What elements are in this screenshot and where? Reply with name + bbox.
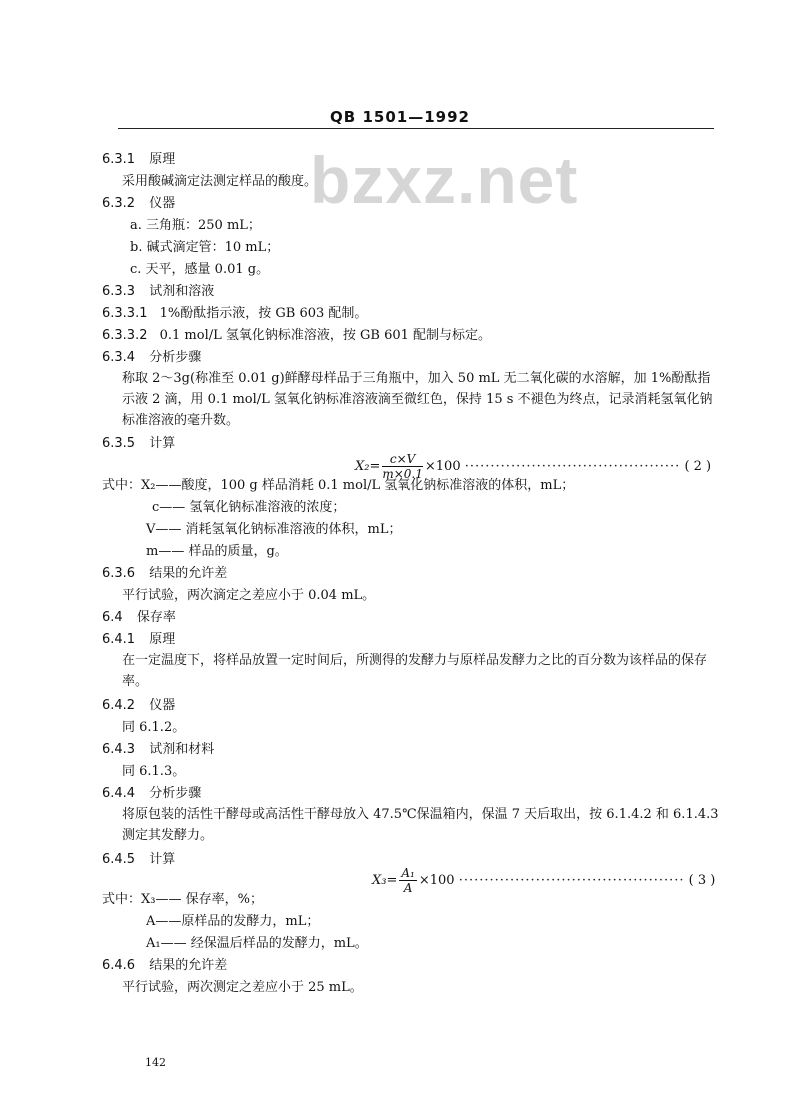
section-6-4-2-body: 同 6.1.2。	[122, 720, 186, 735]
section-6-4-3-body: 同 6.1.3。	[122, 764, 186, 779]
where-lead: 式中：X₂——酸度，100 g 样品消耗 0.1 mol/L 氢氧化钠标准溶液的体积，mL；	[102, 478, 575, 493]
formula-tail: ×100	[424, 459, 461, 474]
section-number: 6.4.1	[102, 632, 136, 647]
header-rule	[118, 128, 714, 129]
section-6-4-2-heading	[102, 694, 175, 713]
formula-3	[372, 866, 715, 895]
section-6-4-4-heading	[102, 782, 201, 801]
section-text: 0.1 mol/L 氢氧化钠标准溶液，按 GB 601 配制与标定。	[159, 328, 492, 343]
section-title: 计算	[149, 436, 176, 451]
section-6-4-heading	[102, 606, 176, 625]
section-6-3-3-2	[102, 324, 491, 343]
section-title: 原理	[149, 152, 176, 167]
section-6-3-2-heading	[102, 192, 175, 211]
section-6-3-4-heading	[102, 346, 201, 365]
section-title: 保存率	[136, 610, 176, 625]
section-number: 6.4.5	[102, 852, 136, 867]
section-6-4-6-body: 平行试验，两次测定之差应小于 25 mL。	[122, 980, 363, 995]
leader-dots: ··········································	[464, 459, 681, 474]
section-6-4-5-heading	[102, 848, 175, 867]
section-number: 6.3.3.2	[102, 328, 148, 343]
formula-lhs: X₂=	[355, 459, 381, 474]
section-number: 6.3.5	[102, 436, 136, 451]
fraction-denominator: m×0.1	[382, 467, 423, 481]
section-title: 计算	[149, 852, 176, 867]
section-number: 6.4.2	[102, 698, 136, 713]
where-item: V—— 消耗氢氧化钠标准溶液的体积，mL；	[146, 522, 402, 537]
section-number: 6.3.4	[102, 350, 136, 365]
section-6-3-6-heading	[102, 562, 227, 581]
section-title: 结果的允许差	[149, 566, 228, 581]
section-6-4-4-body: 将原包装的活性干酵母或高活性干酵母放入 47.5℃保温箱内，保温 7 天后取出，按 6.1.4.2 和 6.1.4.3测定其发酵力。	[122, 807, 719, 843]
section-title: 分析步骤	[149, 350, 202, 365]
section-number: 6.4	[102, 610, 123, 625]
section-6-3-3-1	[102, 302, 367, 321]
section-6-4-1-heading	[102, 628, 175, 647]
list-item: c. 天平，感量 0.01 g。	[130, 262, 270, 277]
standard-header: QB 1501—1992	[330, 108, 470, 126]
formula-fraction	[399, 866, 416, 895]
watermark: bzxz.net	[310, 143, 579, 217]
where-item: A——原样品的发酵力，mL；	[146, 914, 320, 929]
section-title: 仪器	[149, 196, 176, 211]
fraction-denominator: A	[403, 881, 413, 895]
section-title: 试剂和材料	[149, 742, 215, 757]
list-item: b. 碱式滴定管：10 mL；	[130, 240, 280, 255]
section-number: 6.4.4	[102, 786, 136, 801]
section-number: 6.3.2	[102, 196, 136, 211]
where-item: m—— 样品的质量，g。	[146, 544, 288, 559]
section-6-3-3-heading	[102, 280, 214, 299]
section-text: 1%酚酞指示液，按 GB 603 配制。	[159, 306, 368, 321]
fraction-numerator: A₁	[401, 866, 415, 880]
where-item: c—— 氢氧化钠标准溶液的浓度；	[152, 500, 346, 515]
formula-lhs: X₃=	[372, 873, 398, 888]
section-6-4-6-heading	[102, 954, 227, 973]
list-item: a. 三角瓶：250 mL；	[130, 218, 261, 233]
section-title: 结果的允许差	[149, 958, 228, 973]
section-6-4-3-heading	[102, 738, 214, 757]
section-number: 6.3.3	[102, 284, 136, 299]
leader-dots: ············································	[458, 873, 685, 888]
equation-number: ( 2 )	[684, 459, 712, 474]
section-number: 6.3.1	[102, 152, 136, 167]
section-title: 试剂和溶液	[149, 284, 215, 299]
section-title: 分析步骤	[149, 786, 202, 801]
section-number: 6.3.3.1	[102, 306, 148, 321]
section-6-3-4-body: 称取 2～3g(称准至 0.01 g)鲜酵母样品于三角瓶中，加入 50 mL 无二氧化碳的水溶解，加 1%酚酞指示液 2 滴，用 0.1 mol/L 氢氧化钠标准溶液滴至微红色，保持 15 s 不褪色为终点，记录消耗氢氧化钠标准溶液的毫升数。	[122, 371, 713, 428]
equation-number: ( 3 )	[688, 873, 716, 888]
section-number: 6.3.6	[102, 566, 136, 581]
section-6-3-1-heading	[102, 148, 175, 167]
section-title: 原理	[149, 632, 176, 647]
section-6-3-5-heading	[102, 432, 175, 451]
where-lead: 式中：X₃—— 保存率，%；	[102, 892, 263, 907]
section-6-3-6-body: 平行试验，两次滴定之差应小于 0.04 mL。	[122, 588, 376, 603]
formula-tail: ×100	[418, 873, 455, 888]
where-item: A₁—— 经保温后样品的发酵力，mL。	[146, 936, 368, 951]
section-number: 6.4.3	[102, 742, 136, 757]
section-number: 6.4.6	[102, 958, 136, 973]
fraction-numerator: c×V	[382, 452, 423, 467]
section-6-3-1-body: 采用酸碱滴定法测定样品的酸度。	[122, 174, 318, 189]
section-title: 仪器	[149, 698, 176, 713]
section-6-4-1-body: 在一定温度下，将样品放置一定时间后，所测得的发酵力与原样品发酵力之比的百分数为该样品的保存率。	[122, 653, 708, 689]
page-number: 142	[145, 1056, 166, 1069]
